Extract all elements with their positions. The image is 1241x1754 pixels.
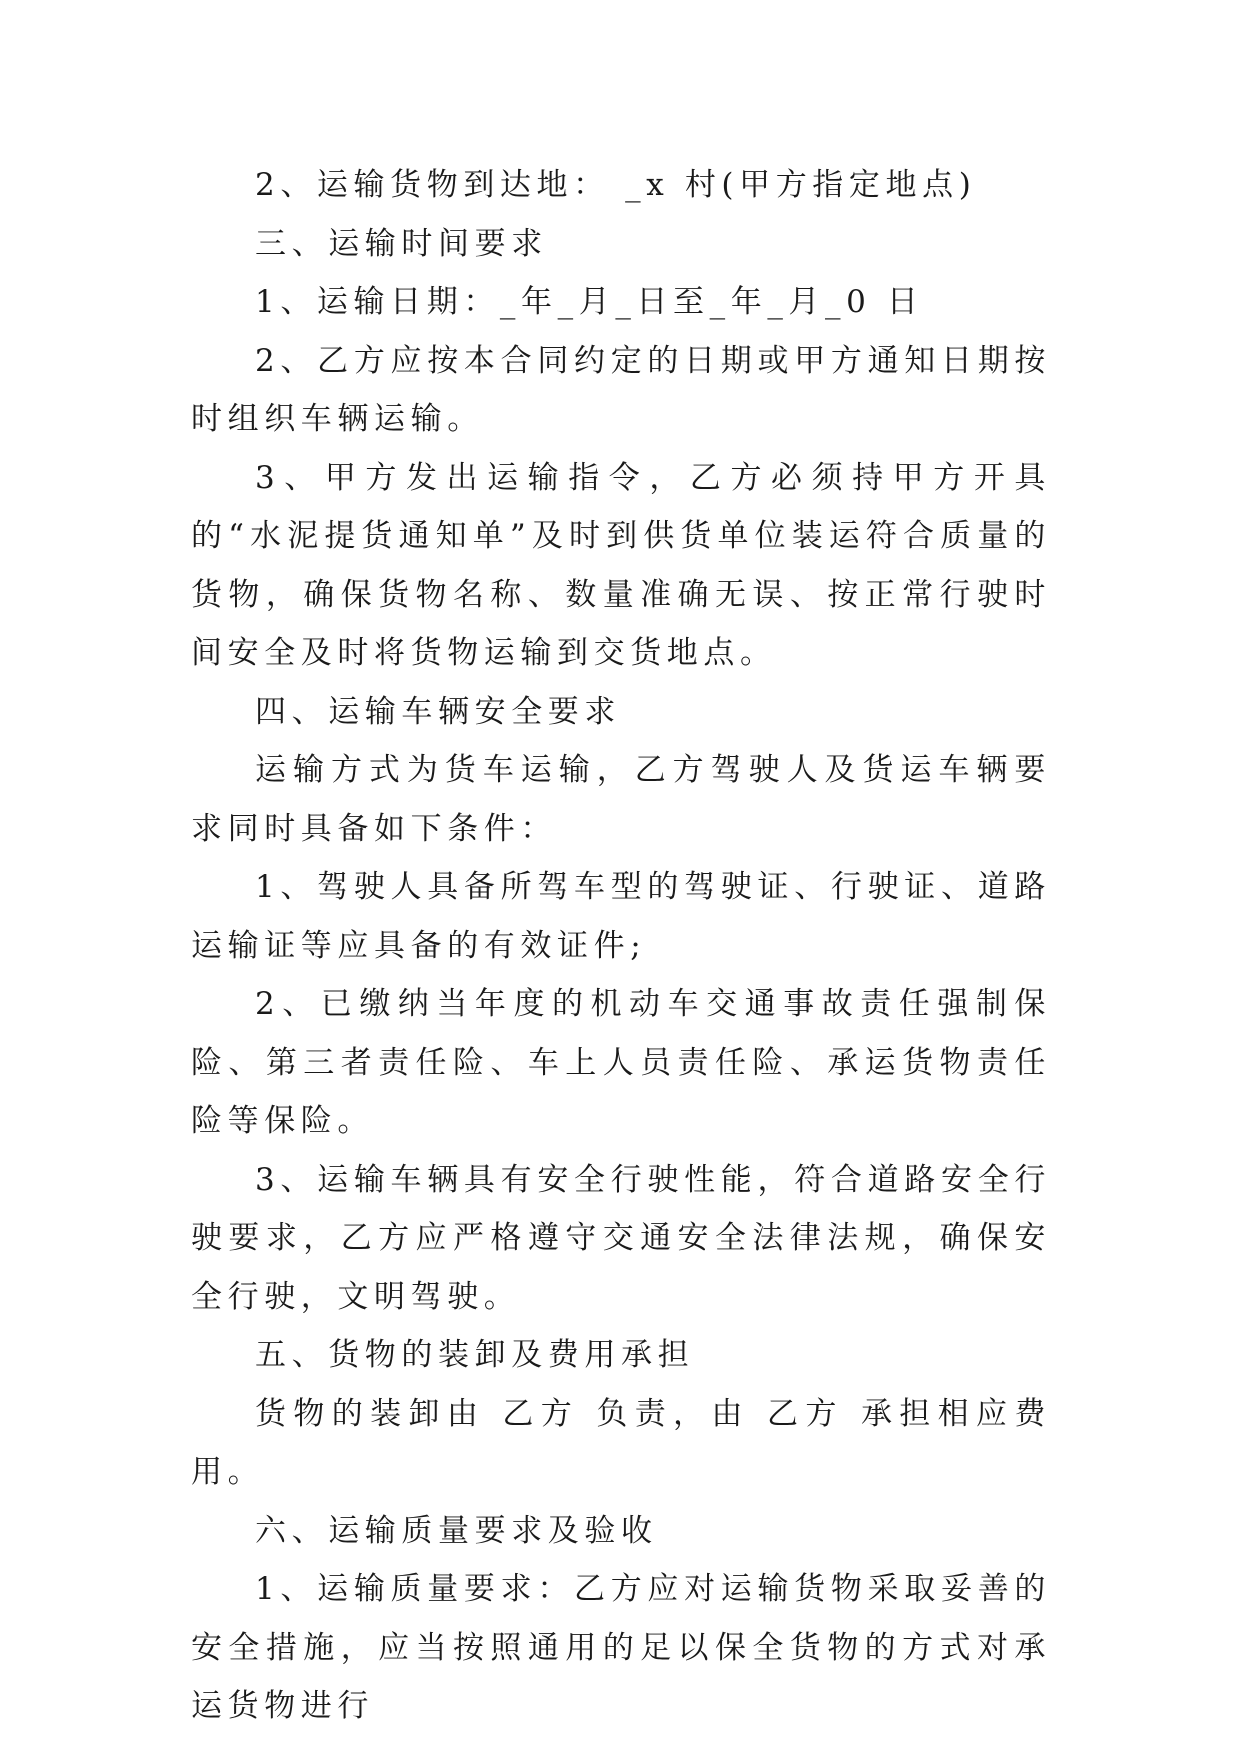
document-body xyxy=(191,156,1051,1736)
paragraph-schedule: 2、乙方应按本合同约定的日期或甲方通知日期按时组织车辆运输。 xyxy=(191,342,1051,437)
heading-transport-time: 三、运输时间要求 xyxy=(255,225,548,262)
paragraph-loading: 货物的装卸由 乙方 负责，由 乙方 承担相应费用。 xyxy=(191,1395,1051,1490)
paragraph-insurance: 2、已缴纳当年度的机动车交通事故责任强制保险、第三者责任险、车上人员责任险、承运货物责任险等保险。 xyxy=(191,986,1051,1139)
paragraph-transport-date: 1、运输日期：_年_月_日至_年_月_0 日 xyxy=(255,284,924,320)
paragraph-quality-requirements: 1、运输质量要求：乙方应对运输货物采取妥善的安全措施，应当按照通用的足以保全货物的方式对承运货物进行 xyxy=(191,1571,1051,1724)
heading-vehicle-safety: 四、运输车辆安全要求 xyxy=(255,693,621,730)
paragraph-transport-method: 运输方式为货车运输，乙方驾驶人及货运车辆要求同时具备如下条件： xyxy=(191,752,1051,847)
heading-loading-costs: 五、货物的装卸及费用承担 xyxy=(255,1337,695,1373)
paragraph-destination: 2、运输货物到达地： _x 村(甲方指定地点) xyxy=(255,167,977,203)
paragraph-instruction: 3、甲方发出运输指令，乙方必须持甲方开具的“水泥提货通知单”及时到供货单位装运符合质量的货物，确保货物名称、数量准确无误、按正常行驶时间安全及时将货物运输到交货地点。 xyxy=(191,459,1051,671)
paragraph-safe-driving: 3、运输车辆具有安全行驶性能，符合道路安全行驶要求，乙方应严格遵守交通安全法律法规，确保安全行驶，文明驾驶。 xyxy=(191,1161,1051,1315)
paragraph-driver-license: 1、驾驶人具备所驾车型的驾驶证、行驶证、道路运输证等应具备的有效证件; xyxy=(191,869,1051,964)
heading-quality-acceptance: 六、运输质量要求及验收 xyxy=(255,1512,658,1549)
